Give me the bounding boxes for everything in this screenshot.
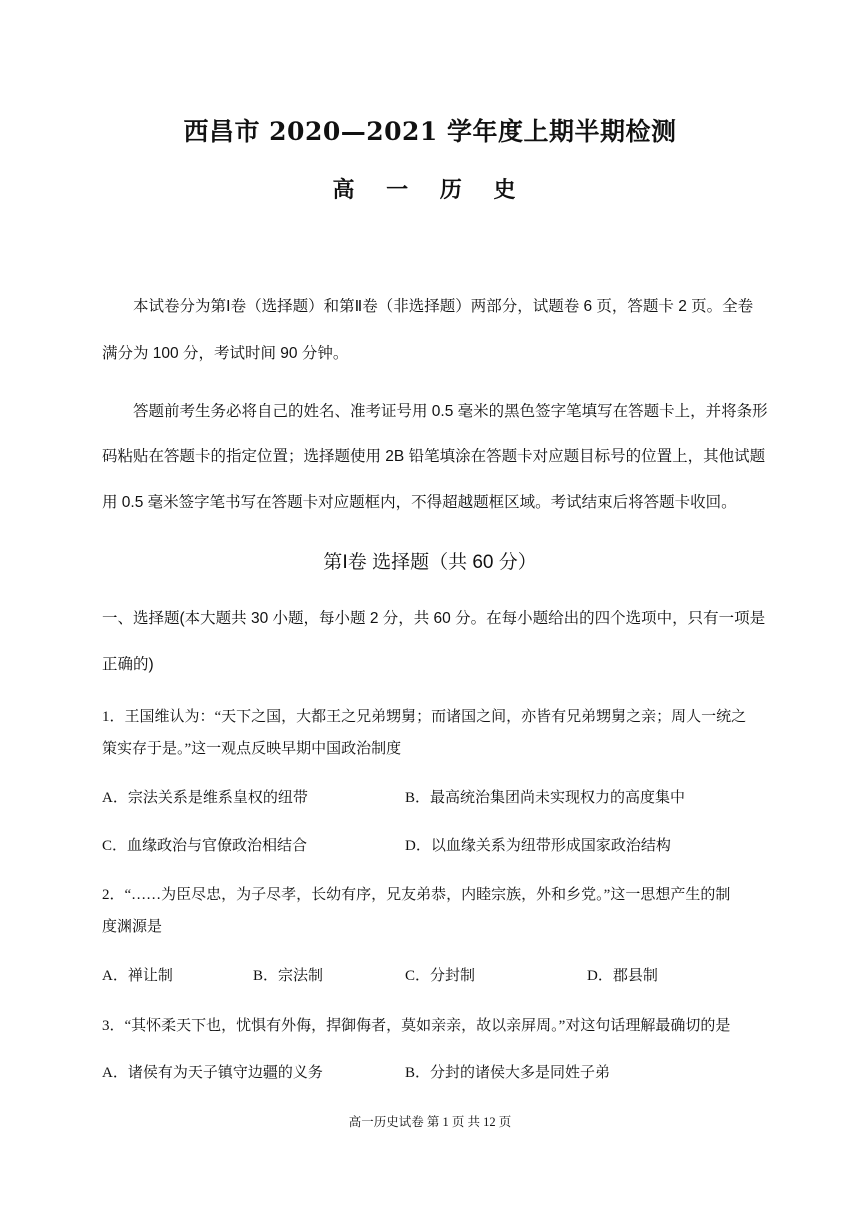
question-2-option-b: B．宗法制 [253, 968, 324, 984]
page-footer: 高一历史试卷 第 1 页 共 12 页 [348, 1115, 512, 1129]
question-2-stem-line-1: 2．“……为臣尽忠，为子尽孝，长幼有序，兄友弟恭，内睦宗族，外和乡党。”这一思想产生的制 [102, 887, 731, 903]
question-1-stem-line-1: 1．王国维认为：“天下之国，大都王之兄弟甥舅；而诸国之间，亦皆有兄弟甥舅之亲；周人一统之 [102, 709, 747, 725]
question-2-option-a: A．禅让制 [102, 968, 173, 984]
question-3-option-b: B．分封的诸侯大多是同姓子弟 [405, 1065, 611, 1081]
intro-paragraph-2-line-3: 用 0.5 毫米签字笔书写在答题卡对应题框内，不得超越题框区域。考试结束后将答题卡收回。 [102, 494, 737, 511]
intro-paragraph-1-line-2: 满分为 100 分，考试时间 90 分钟。 [102, 345, 349, 362]
question-1-option-a: A．宗法关系是维系皇权的纽带 [102, 790, 308, 806]
question-2-option-c: C．分封制 [405, 968, 476, 984]
intro-paragraph-2-line-2: 码粘贴在答题卡的指定位置；选择题使用 2B 铅笔填涂在答题卡对应题目标号的位置上，其他试题 [102, 448, 766, 465]
intro-paragraph-2-line-1: 答题前考生务必将自己的姓名、准考证号用 0.5 毫米的黑色签字笔填写在答题卡上，并将条形 [133, 403, 768, 420]
exam-title: 西昌市 2020—2021 学年度上期半期检测 [183, 117, 677, 146]
question-1-stem-line-2: 策实存于是。”这一观点反映早期中国政治制度 [102, 741, 402, 757]
question-1-option-c: C．血缘政治与官僚政治相结合 [102, 838, 308, 854]
intro-paragraph-1-line-1: 本试卷分为第Ⅰ卷（选择题）和第Ⅱ卷（非选择题）两部分，试题卷 6 页，答题卡 2 页。全卷 [133, 298, 754, 315]
instructions-line-2: 正确的) [102, 656, 154, 673]
question-3-option-a: A．诸侯有为天子镇守边疆的义务 [102, 1065, 323, 1081]
instructions-line-1: 一、选择题(本大题共 30 小题，每小题 2 分，共 60 分。在每小题给出的四个选项中，只有一项是 [102, 610, 766, 627]
question-3-stem-line-1: 3．“其怀柔天下也，忧惧有外侮，捍御侮者，莫如亲亲，故以亲屏周。”对这句话理解最确切的是 [102, 1018, 731, 1034]
section-title: 第Ⅰ卷 选择题（共 60 分） [323, 552, 537, 573]
exam-subtitle: 高 一 历 史 [332, 178, 528, 203]
question-2-stem-line-2: 度渊源是 [102, 919, 163, 935]
question-1-option-b: B．最高统治集团尚未实现权力的高度集中 [405, 790, 686, 806]
question-1-option-d: D．以血缘关系为纽带形成国家政治结构 [405, 838, 671, 854]
question-2-option-d: D．郡县制 [587, 968, 658, 984]
